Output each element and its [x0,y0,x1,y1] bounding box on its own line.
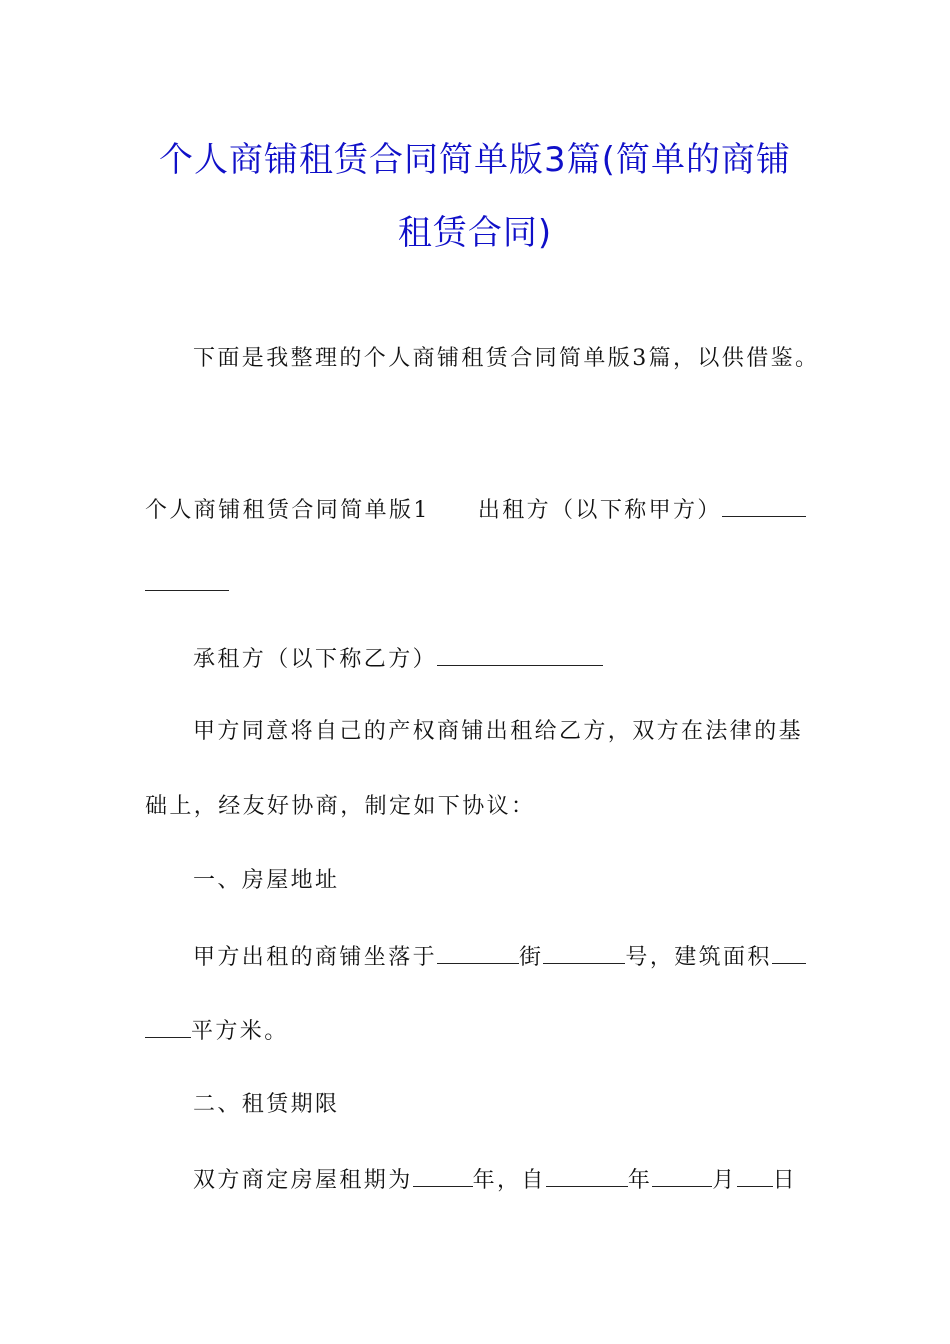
area-blank [772,941,806,964]
document-title-line-2: 租赁合同) [397,213,553,253]
section-1-heading-line [145,494,806,526]
address-line [193,941,806,973]
term-text-3: 年 [627,1168,653,1193]
lessor-blank-continued [145,568,229,591]
start-month-blank [652,1164,712,1187]
agreement-paragraph-line-2: 础上，经友好协商，制定如下协议： [145,794,536,819]
term-text-5: 日 [772,1168,798,1193]
start-day-blank [737,1164,773,1187]
address-text-4: 平方米。 [191,1019,289,1044]
area-blank-continued [145,1015,191,1038]
address-text-2: 街 [519,945,544,970]
address-text-1: 甲方出租的商铺坐落于 [193,945,438,970]
clause-2-heading: 二、租赁期限 [193,1092,340,1117]
lessor-label: 出租方（以下称甲方） [477,498,722,523]
lessee-label: 承租方（以下称乙方） [193,647,438,672]
address-text-3: 号，建筑面积 [625,945,772,970]
lessor-blank [722,494,806,517]
years-blank [413,1164,473,1187]
intro-paragraph: 下面是我整理的个人商铺租赁合同简单版3篇，以供借鉴。 [193,346,820,371]
lessee-blank [437,643,603,666]
lessee-line [193,643,603,675]
section-1-heading: 个人商铺租赁合同简单版1 [145,498,430,523]
clause-1-heading: 一、房屋地址 [193,868,340,893]
term-line [193,1164,797,1196]
number-blank [543,941,625,964]
document-title-line-1: 个人商铺租赁合同简单版3篇(简单的商铺 [159,140,791,180]
term-text-4: 月 [712,1168,737,1193]
term-text-1: 双方商定房屋租期为 [193,1168,413,1193]
term-text-2: 年，自 [472,1168,546,1193]
start-year-blank [546,1164,628,1187]
lessor-blank-continuation-line [145,568,229,600]
street-blank [437,941,519,964]
agreement-paragraph-line-1: 甲方同意将自己的产权商铺出租给乙方，双方在法律的基 [193,719,804,744]
address-line-2 [145,1015,289,1047]
